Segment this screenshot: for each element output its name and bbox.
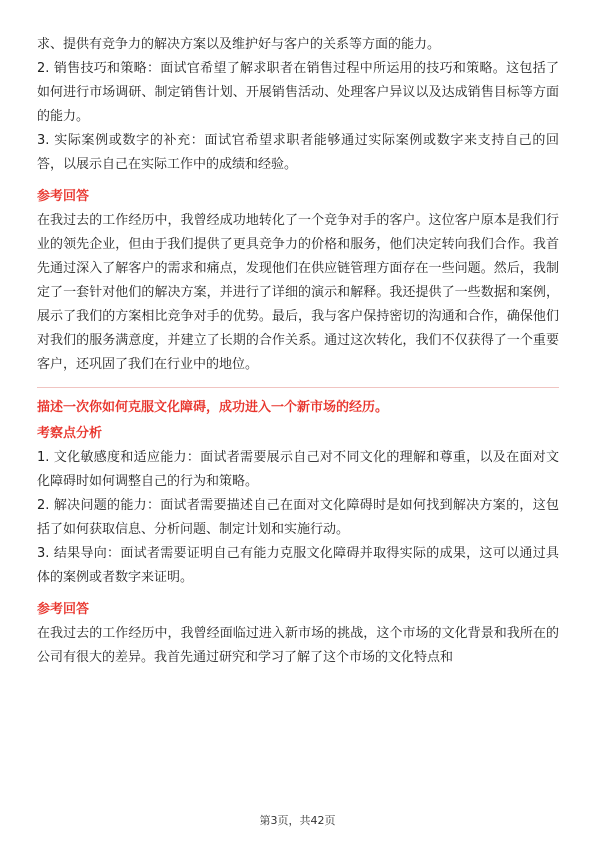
point-case-support: 3. 实际案例或数字的补充：面试官希望求职者能够通过实际案例或数字来支持自己的回答，以展示自己在实际工作中的成绩和经验。 (37, 133, 559, 172)
paragraph-continuation: 求、提供有竞争力的解决方案以及维护好与客户的关系等方面的能力。 (37, 37, 441, 52)
question-title: 描述一次你如何克服文化障碍，成功进入一个新市场的经历。 (37, 400, 389, 415)
section-divider (37, 387, 559, 388)
page-content (37, 33, 559, 670)
analysis-heading: 考察点分析 (37, 426, 103, 441)
reference-answer-heading-2: 参考回答 (37, 602, 90, 617)
page-number: 第3页，共42页 (259, 814, 336, 827)
point-sales-skills: 2. 销售技巧和策略：面试官希望了解求职者在销售过程中所运用的技巧和策略。这包括了如何进行市场调研、制定销售计划、开展销售活动、处理客户异议以及达成销售目标等方面的能力。 (37, 61, 559, 124)
reference-answer-text: 在我过去的工作经历中，我曾经成功地转化了一个竞争对手的客户。这位客户原本是我们行业的领先企业，但由于我们提供了更具竞争力的价格和服务，他们决定转向我们合作。我首先通过深入了解客户的需求和痛点，发现他们在供应链管理方面存在一些问题。然后，我制定了一套针对他们的解决方案，并进行了详细的演示和解释。我还提供了一些数据和案例，展示了我们的方案相比竞争对手的优势。最后，我与客户保持密切的沟通和合作，确保他们对我们的服务满意度，并建立了长期的合作关系。通过这次转化，我们不仅获得了一个重要客户，还巩固了我们在行业中的地位。 (37, 213, 559, 372)
analysis-point-1: 1. 文化敏感度和适应能力：面试者需要展示自己对不同文化的理解和尊重，以及在面对文化障碍时如何调整自己的行为和策略。 (37, 450, 559, 489)
reference-answer-text-2: 在我过去的工作经历中，我曾经面临过进入新市场的挑战，这个市场的文化背景和我所在的公司有很大的差异。我首先通过研究和学习了解了这个市场的文化特点和 (37, 626, 559, 665)
reference-answer-heading: 参考回答 (37, 189, 90, 204)
analysis-point-2: 2. 解决问题的能力：面试者需要描述自己在面对文化障碍时是如何找到解决方案的，这包括了如何获取信息、分析问题、制定计划和实施行动。 (37, 498, 559, 537)
analysis-point-3: 3. 结果导向：面试者需要证明自己有能力克服文化障碍并取得实际的成果，这可以通过具体的案例或者数字来证明。 (37, 546, 559, 585)
